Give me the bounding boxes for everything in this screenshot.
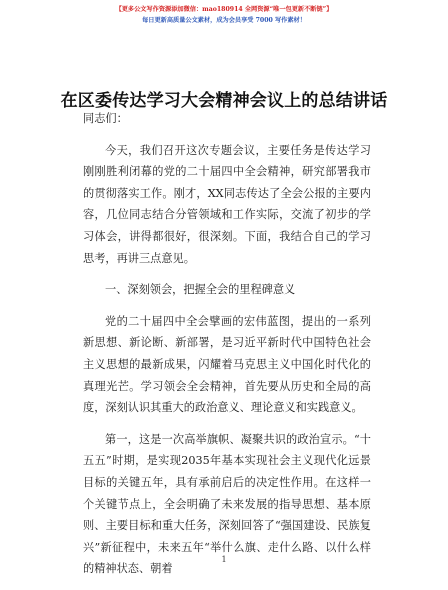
section-heading-1: 一、深刻领会，把握全会的里程碑意义 (105, 283, 296, 297)
page-number: 1 (221, 555, 227, 564)
paragraph-intro: 今天，我们召开这次专题会议，主要任务是传达学习刚刚胜利闭幕的党的二十届四中全会精神，研究部署我市的贯彻落实工作。刚才，XX同志传达了全会公报的主要内容，几位同志结合分管领域和工作实际，交流了初步的学习体会，讲得都很好，很深刻。下面，我结合自己的学习思考，再讲三点意见。 (83, 143, 371, 265)
greeting: 同志们： (83, 112, 128, 125)
document-title: 在区委传达学习大会精神会议上的总结讲话 (60, 91, 388, 111)
promo-line-2: 每日更新高质量公文素材，成为会员享受 7000 写作素材！ (142, 17, 306, 24)
paragraph-point-1: 第一，这是一次高举旗帜、凝聚共识的政治宣示。“十五五”时期，是实现2035年基本实现社会主义现代化远景目标的关键五年，具有承前启后的决定性作用。在这样一个关键节点上，全会明确了未来发展的指导思想、基本原则、主要目标和重大任务，深刻回答了“强国建设、民族复兴”新征程中，未来五年“举什么旗、走什么路、以什么样的精神状态、朝着 (83, 432, 371, 576)
paragraph-section-1: 党的二十届四中全会擘画的宏伟蓝图，提出的一系列新思想、新论断、新部署，是习近平新时代中国特色社会主义思想的最新成果，闪耀着马克思主义中国化时代化的真理光芒。学习领会全会精神，首先要从历史和全局的高度，深刻认识其重大的政治意义、理论意义和实践意义。 (83, 314, 371, 415)
promo-line-1: 【更多公文写作资源添加微信：mao180914 全网资源“唯一包更新不断链”】 (115, 6, 333, 13)
document-body (83, 108, 371, 590)
promo-header (0, 5, 448, 25)
